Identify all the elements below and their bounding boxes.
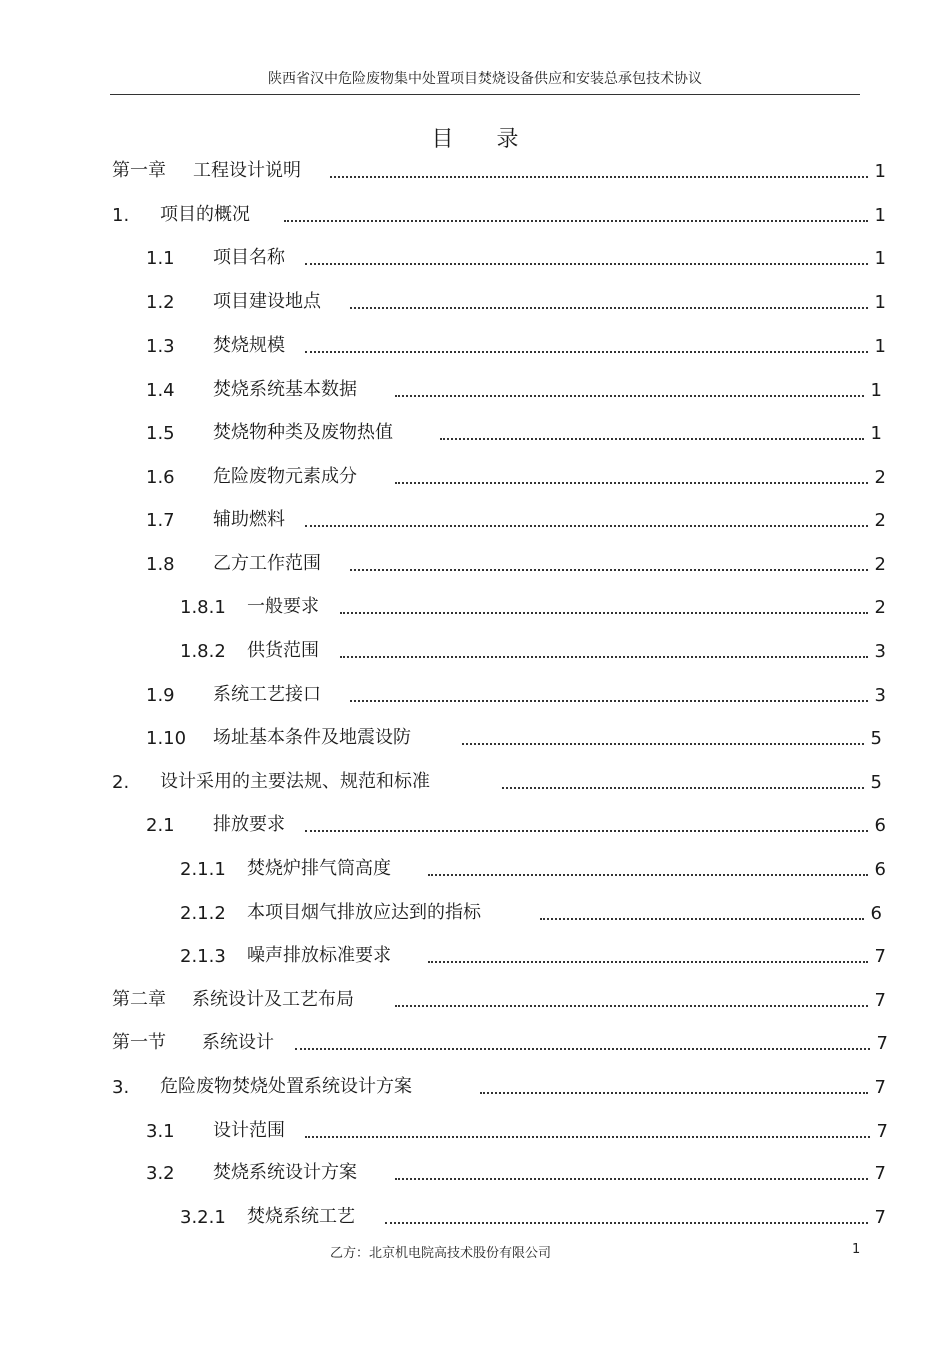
toc-entry-page: 7 xyxy=(874,946,886,967)
toc-leader-dots xyxy=(305,263,868,265)
toc-entry[interactable] xyxy=(0,1070,950,1100)
toc-entry-title: 设计采用的主要法规、规范和标准 xyxy=(160,767,440,793)
toc-entry-title: 本项目烟气排放应达到的指标 xyxy=(247,898,491,924)
toc-entry-title: 项目的概况 xyxy=(160,200,260,226)
toc-entry-title: 项目名称 xyxy=(213,243,295,269)
toc-title: 目 录 xyxy=(431,127,537,152)
toc-entry[interactable] xyxy=(0,373,950,403)
toc-leader-dots xyxy=(295,1048,870,1050)
document-header: 陕西省汉中危险废物集中处置项目焚烧设备供应和安装总承包技术协议 xyxy=(268,71,702,87)
toc-entry-page: 7 xyxy=(874,990,886,1011)
toc-entry[interactable] xyxy=(0,241,950,271)
toc-entry-number: 第一节 xyxy=(112,1032,166,1053)
toc-leader-dots xyxy=(502,787,864,789)
toc-entry[interactable] xyxy=(0,547,950,577)
toc-leader-dots xyxy=(428,874,868,876)
toc-entry-page: 7 xyxy=(876,1121,888,1142)
toc-entry-page: 7 xyxy=(874,1077,886,1098)
toc-leader-dots xyxy=(330,176,868,178)
toc-entry-number: 1.7 xyxy=(146,510,175,531)
toc-entry-title: 一般要求 xyxy=(247,592,329,618)
toc-entry-title: 系统设计及工艺布局 xyxy=(192,985,364,1011)
toc-leader-dots xyxy=(305,525,868,527)
toc-entry[interactable] xyxy=(0,460,950,490)
toc-entry[interactable] xyxy=(0,154,950,184)
toc-entry-number: 1.4 xyxy=(146,380,175,401)
toc-entry-title: 乙方工作范围 xyxy=(213,549,331,575)
toc-entry-number: 1.8 xyxy=(146,554,175,575)
toc-entry-title: 焚烧规模 xyxy=(213,331,295,357)
toc-leader-dots xyxy=(305,830,868,832)
toc-leader-dots xyxy=(395,1178,868,1180)
toc-entry-number: 3.2 xyxy=(146,1163,175,1184)
toc-entry-number: 1.1 xyxy=(146,248,175,269)
toc-entry-number: 2.1.1 xyxy=(180,859,226,880)
toc-entry[interactable] xyxy=(0,416,950,446)
toc-entry[interactable] xyxy=(0,808,950,838)
toc-entry-page: 3 xyxy=(874,685,886,706)
toc-entry-title: 焚烧物种类及废物热值 xyxy=(213,418,403,444)
toc-entry-page: 6 xyxy=(874,815,886,836)
toc-entry[interactable] xyxy=(0,983,950,1013)
toc-entry-number: 2.1.2 xyxy=(180,903,226,924)
toc-entry-page: 2 xyxy=(874,554,886,575)
toc-leader-dots xyxy=(350,700,868,702)
toc-entry[interactable] xyxy=(0,503,950,533)
toc-leader-dots xyxy=(395,482,868,484)
toc-entry-title: 系统设计 xyxy=(202,1028,284,1054)
toc-entry-page: 1 xyxy=(874,205,886,226)
toc-entry-number: 第二章 xyxy=(112,989,166,1010)
toc-entry-number: 2.1.3 xyxy=(180,946,226,967)
toc-entry-title: 焚烧系统工艺 xyxy=(247,1202,365,1228)
toc-entry[interactable] xyxy=(0,1114,950,1144)
toc-entry-page: 6 xyxy=(874,859,886,880)
toc-entry-title: 系统工艺接口 xyxy=(213,680,331,706)
toc-entry-page: 5 xyxy=(870,772,882,793)
toc-entry-page: 7 xyxy=(874,1163,886,1184)
toc-leader-dots xyxy=(340,612,868,614)
toc-entry-page: 5 xyxy=(870,728,882,749)
toc-entry-title: 供货范围 xyxy=(247,636,329,662)
toc-entry-page: 6 xyxy=(870,903,882,924)
toc-leader-dots xyxy=(284,220,868,222)
toc-leader-dots xyxy=(340,656,868,658)
toc-entry-title: 焚烧炉排气筒高度 xyxy=(247,854,401,880)
toc-leader-dots xyxy=(462,743,864,745)
toc-entry-number: 3. xyxy=(112,1077,130,1098)
toc-entry-page: 7 xyxy=(876,1033,888,1054)
toc-entry-title: 辅助燃料 xyxy=(213,505,295,531)
toc-leader-dots xyxy=(385,1222,868,1224)
toc-entry-number: 3.2.1 xyxy=(180,1207,226,1228)
toc-leader-dots xyxy=(350,569,868,571)
toc-leader-dots xyxy=(350,307,868,309)
toc-entry-title: 设计范围 xyxy=(213,1116,295,1142)
toc-entry-page: 2 xyxy=(874,510,886,531)
toc-entry[interactable] xyxy=(0,285,950,315)
toc-entry-number: 2.1 xyxy=(146,815,175,836)
toc-entry[interactable] xyxy=(0,765,950,795)
toc-entry-title: 噪声排放标准要求 xyxy=(247,941,401,967)
toc-entry-number: 3.1 xyxy=(146,1121,175,1142)
toc-leader-dots xyxy=(540,918,864,920)
toc-entry-number: 1.6 xyxy=(146,467,175,488)
toc-entry-page: 1 xyxy=(874,292,886,313)
toc-entry[interactable] xyxy=(0,1200,950,1230)
toc-leader-dots xyxy=(395,395,864,397)
toc-entry-number: 1.5 xyxy=(146,423,175,444)
toc-entry[interactable] xyxy=(0,852,950,882)
toc-entry-number: 1.3 xyxy=(146,336,175,357)
toc-entry-number: 1.2 xyxy=(146,292,175,313)
toc-entry-page: 3 xyxy=(874,641,886,662)
toc-leader-dots xyxy=(440,438,864,440)
toc-entry[interactable] xyxy=(0,939,950,969)
toc-entry[interactable] xyxy=(0,590,950,620)
toc-entry-number: 1.8.2 xyxy=(180,641,226,662)
toc-entry[interactable] xyxy=(0,721,950,751)
toc-entry-title: 危险废物元素成分 xyxy=(213,462,367,488)
toc-entry[interactable] xyxy=(0,1026,950,1056)
toc-leader-dots xyxy=(480,1092,868,1094)
toc-entry-page: 1 xyxy=(874,248,886,269)
toc-entry-title: 场址基本条件及地震设防 xyxy=(213,723,421,749)
toc-entry-number: 1.10 xyxy=(146,728,187,749)
toc-entry-page: 1 xyxy=(874,161,886,182)
toc-entry[interactable] xyxy=(0,678,950,708)
toc-entry-number: 1.9 xyxy=(146,685,175,706)
toc-entry-page: 2 xyxy=(874,467,886,488)
toc-entry-title: 排放要求 xyxy=(213,810,295,836)
toc-entry-title: 焚烧系统基本数据 xyxy=(213,375,367,401)
toc-entry[interactable] xyxy=(0,198,950,228)
toc-entry-page: 2 xyxy=(874,597,886,618)
toc-entry[interactable] xyxy=(0,634,950,664)
toc-entry-number: 2. xyxy=(112,772,130,793)
toc-entry[interactable] xyxy=(0,896,950,926)
toc-entry-page: 1 xyxy=(870,380,882,401)
toc-leader-dots xyxy=(305,1136,870,1138)
footer-company: 乙方：北京机电院高技术股份有限公司 xyxy=(330,1246,552,1261)
toc-entry-number: 1.8.1 xyxy=(180,597,226,618)
toc-entry-title: 焚烧系统设计方案 xyxy=(213,1158,367,1184)
footer-page-number: 1 xyxy=(852,1242,861,1257)
toc-leader-dots xyxy=(305,351,868,353)
toc-entry-number: 1. xyxy=(112,205,130,226)
toc-leader-dots xyxy=(395,1005,868,1007)
toc-entry-title: 工程设计说明 xyxy=(193,156,311,182)
toc-entry-title: 危险废物焚烧处置系统设计方案 xyxy=(160,1072,422,1098)
toc-entry-page: 1 xyxy=(870,423,882,444)
toc-entry[interactable] xyxy=(0,329,950,359)
toc-leader-dots xyxy=(428,961,868,963)
toc-entry-number: 第一章 xyxy=(112,160,166,181)
toc-entry-title: 项目建设地点 xyxy=(213,287,331,313)
toc-entry-page: 7 xyxy=(874,1207,886,1228)
toc-entry-page: 1 xyxy=(874,336,886,357)
toc-entry[interactable] xyxy=(0,1156,950,1186)
